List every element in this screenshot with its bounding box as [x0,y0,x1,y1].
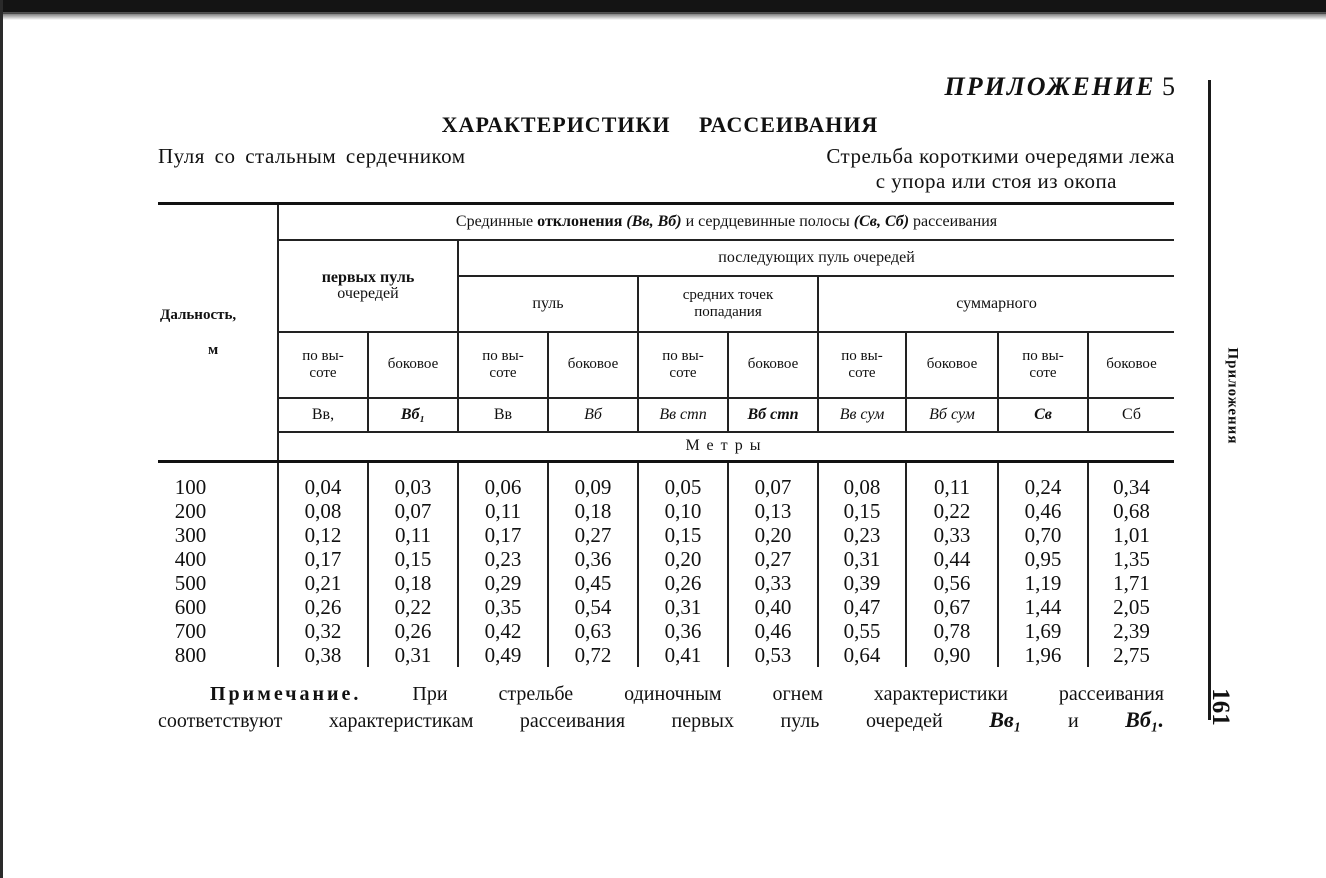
value-cell: 0,46 [754,619,792,643]
range-header-unit: м [208,341,219,358]
dispersion-table [158,202,1174,667]
height-line-2: соте [1029,364,1057,381]
range-header-label: Дальность, [160,306,237,323]
value-cell: 0,18 [394,571,432,595]
mean-points-line-1: средних точек [682,286,774,303]
value-cell: 0,22 [933,499,971,523]
value-cell: 0,20 [664,547,702,571]
height-line-1: по вы- [302,347,344,364]
value-cell: 0,90 [933,643,971,667]
value-cell: 0,07 [754,475,792,499]
footnote [158,682,1164,734]
height-header [638,332,728,398]
value-column [458,462,548,668]
height-header [998,332,1088,398]
value-cell: 1,35 [1113,547,1150,571]
value-cell: 0,32 [304,619,342,643]
value-cell: 0,22 [394,595,432,619]
height-line-1: по вы- [841,347,883,364]
value-cell: 0,03 [394,475,432,499]
appendix-heading [860,72,1175,102]
footnote-label: Примечание. [210,683,362,705]
value-cell: 0,15 [394,547,432,571]
symbol-cell: Сб [1088,398,1174,432]
subsequent-bullets-header: последующих пуль очередей [458,240,1174,276]
height-line-2: соте [848,364,876,381]
value-cell: 0,26 [304,595,342,619]
value-cell: 0,95 [1024,547,1062,571]
value-cell: 0,31 [664,595,702,619]
value-cell: 0,33 [933,523,971,547]
value-column [548,462,638,668]
value-cell: 0,04 [304,475,342,499]
value-cell: 0,64 [843,643,881,667]
value-cell: 1,69 [1024,619,1062,643]
symbol-cell: Вб₁ [368,398,458,432]
page-title: ХАРАКТЕРИСТИКИ РАССЕИВАНИЯ [441,112,879,137]
value-cell: 0,55 [843,619,881,643]
value-cell: 0,24 [1024,475,1062,499]
value-cell: 0,54 [574,595,612,619]
firing-conditions-subtitle [700,144,1175,194]
value-cell: 2,05 [1113,595,1150,619]
value-cell: 0,46 [1024,499,1062,523]
symbol-cell: Вб стп [728,398,818,432]
page-number: 161 [1207,688,1234,726]
value-cell: 0,26 [394,619,432,643]
footnote-text-2: соответствуют характеристикам рассеивания первых пуль очередей [158,710,943,732]
value-cell: 0,23 [843,523,881,547]
height-header [458,332,548,398]
height-header [818,332,906,398]
value-cell: 0,21 [304,571,342,595]
value-column [278,462,368,668]
value-cell: 0,29 [484,571,522,595]
value-cell: 0,11 [395,523,431,547]
range-values-column [158,462,278,668]
lateral-header: боковое [906,332,998,398]
footnote-line-1 [158,682,1164,707]
appendix-number: 5 [1162,72,1175,101]
value-cell: 0,49 [484,643,522,667]
value-cell: 0,44 [933,547,971,571]
value-cell: 0,35 [484,595,522,619]
value-cell: 0,11 [934,475,970,499]
top-header-post: рассеивания [913,212,998,230]
value-cell: 0,56 [933,571,971,595]
margin-rule [1208,80,1211,720]
value-cell: 1,71 [1113,571,1150,595]
value-cell: 0,78 [933,619,971,643]
symbol-cell: Вв [458,398,548,432]
value-column [638,462,728,668]
height-line-1: по вы- [662,347,704,364]
value-column [368,462,458,668]
footnote-symbol-1: Вв₁ [989,707,1022,732]
footnote-line-2 [158,707,1164,734]
value-cell: 0,34 [1113,475,1150,499]
bullet-type-subtitle: Пуля со стальным сердечником [158,144,466,168]
value-cell: 0,05 [664,475,702,499]
value-cell: 0,26 [664,571,702,595]
value-cell: 1,96 [1024,643,1062,667]
value-cell: 0,13 [754,499,792,523]
mean-points-line-2: попадания [694,303,762,320]
lateral-header: боковое [368,332,458,398]
range-value: 400 [174,547,207,571]
value-column [998,462,1088,668]
first-bullets-line-2: очередей [337,284,399,302]
value-cell: 1,19 [1024,571,1062,595]
value-cell: 0,31 [843,547,881,571]
top-header-symbols-2: (Св, Сб) [853,212,910,230]
section-running-head: Приложения [1224,347,1241,445]
range-value: 800 [174,643,207,667]
value-cell: 0,38 [304,643,342,667]
value-cell: 0,11 [485,499,521,523]
page-left-scan-edge [0,0,3,878]
top-header-symbols-1: (Вв, Вб) [626,212,682,230]
height-line-2: соте [309,364,337,381]
value-cell: 0,18 [574,499,612,523]
height-header [278,332,368,398]
value-cell: 0,27 [754,547,792,571]
firing-conditions-line-1: Стрельба короткими очередями лежа [826,144,1175,168]
appendix-label: ПРИЛОЖЕНИЕ [944,72,1156,101]
value-cell: 0,41 [664,643,702,667]
page-top-scan-shadow [0,12,1326,20]
value-column [1088,462,1174,668]
value-cell: 0,72 [574,643,612,667]
symbol-cell: Св [998,398,1088,432]
value-cell: 0,08 [304,499,342,523]
value-cell: 2,75 [1113,643,1150,667]
lateral-header: боковое [548,332,638,398]
lateral-header: боковое [1088,332,1174,398]
value-cell: 0,45 [574,571,612,595]
value-cell: 0,39 [843,571,881,595]
symbol-cell: Вв стп [638,398,728,432]
lateral-header: боковое [728,332,818,398]
value-cell: 1,01 [1113,523,1150,547]
value-cell: 0,20 [754,523,792,547]
table-top-header [278,204,1174,240]
height-line-2: соте [669,364,697,381]
value-cell: 0,42 [484,619,522,643]
value-cell: 0,68 [1113,499,1150,523]
value-cell: 0,15 [843,499,881,523]
value-cell: 0,23 [484,547,522,571]
symbol-cell: Вб сум [906,398,998,432]
symbol-cell: Вб [548,398,638,432]
value-cell: 0,53 [754,643,792,667]
first-bullets-line-1: первых пуль [321,268,415,286]
value-cell: 0,63 [574,619,612,643]
value-cell: 0,40 [754,595,792,619]
range-value: 200 [174,499,207,523]
value-cell: 0,31 [394,643,432,667]
value-cell: 0,17 [484,523,522,547]
value-column [728,462,818,668]
value-cell: 1,44 [1024,595,1062,619]
top-header-mid: и сердцевинные полосы [685,212,850,230]
range-value: 300 [174,523,207,547]
value-cell: 0,08 [843,475,881,499]
value-cell: 0,12 [304,523,342,547]
total-header: суммарного [818,276,1174,332]
range-value: 600 [174,595,207,619]
value-cell: 0,06 [484,475,522,499]
value-cell: 0,36 [664,619,702,643]
value-column [818,462,906,668]
footnote-conjunction: и [1067,710,1079,732]
value-cell: 0,70 [1024,523,1062,547]
top-header-pre: Срединные [455,212,534,230]
value-cell: 0,36 [574,547,612,571]
footnote-symbol-2: Вб₁. [1125,707,1164,732]
height-line-1: по вы- [1022,347,1064,364]
value-cell: 0,07 [394,499,432,523]
footnote-text-1: При стрельбе одиночным огнем характеристики рассеивания [412,683,1164,705]
range-value: 100 [174,475,207,499]
value-cell: 0,15 [664,523,702,547]
bullets-header: пуль [458,276,638,332]
range-value: 500 [174,571,207,595]
value-cell: 2,39 [1113,619,1150,643]
range-column-header [158,204,278,462]
value-cell: 0,67 [933,595,971,619]
value-cell: 0,17 [304,547,342,571]
value-cell: 0,10 [664,499,702,523]
top-header-bold: отклонения [537,212,623,230]
units-row: Метры [278,432,1174,462]
symbol-cell: Вв сум [818,398,906,432]
value-cell: 0,27 [574,523,612,547]
symbol-cell: Вв, [278,398,368,432]
range-value: 700 [174,619,207,643]
value-cell: 0,33 [754,571,792,595]
first-bullets-header [278,240,458,332]
height-line-1: по вы- [482,347,524,364]
height-line-2: соте [489,364,517,381]
value-column [906,462,998,668]
value-cell: 0,09 [574,475,612,499]
firing-conditions-line-2: с упора или стоя из окопа [875,169,1117,193]
value-cell: 0,47 [843,595,881,619]
mean-points-header [638,276,818,332]
